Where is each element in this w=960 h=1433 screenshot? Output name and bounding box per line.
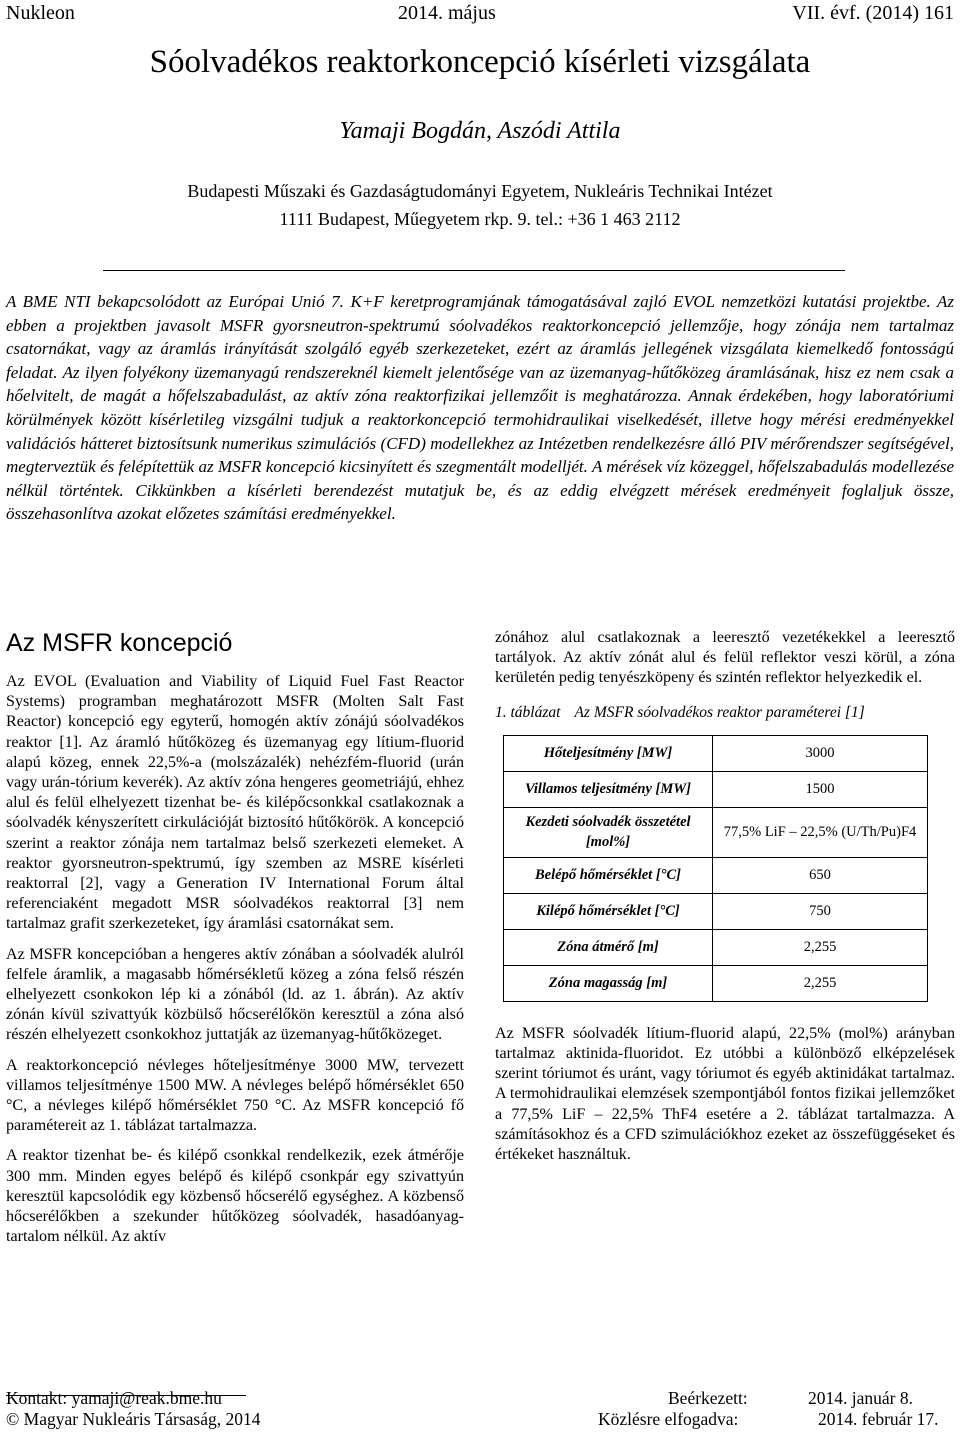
body-paragraph: A reaktorkoncepció névleges hőteljesítménye 3000 MW, tervezett villamos teljesítménye 1500 MW. A névleges belépő hőmérséklet 650 °C, a névleges kilépő hőmérséklet 750 °C. Az MSFR koncepció fő paramétereit az 1. táblázat tartalmazza. [6,1056,464,1135]
accepted-date: 2014. február 17. [818,1409,939,1429]
param-name: Hőteljesítmény [MW] [504,735,713,771]
body-paragraph: zónához alul csatlakoznak a leeresztő vezetékekkel a leeresztő tartályok. Az aktív zónát alul és felül reflektor veszi körül, a zóna kerületén pedig tenyészköpeny és szintén reflektor helyezkedik el. [495,629,955,687]
param-name: Belépő hőmérséklet [°C] [504,857,713,893]
param-value: 3000 [713,735,928,771]
body-paragraph: Az MSFR sóolvadék lítium-fluorid alapú, 22,5% (mol%) arányban tartalmaz aktinida-fluoridot. Ez utóbbi a különböző elképzelések szerint tóriumot és uránt, vagy tóriumot és egyéb aktinidákat tartalmaz. A termohidraulikai elemzések szempontjából fontos fizikai jellemzőket a 77,5% LiF – 22,5% ThF4 esetére a 2. táblázat tartalmazza. A számításokhoz és a CFD szimulációkhoz ezeket az összefüggéseket és értékeket használtuk. [495,1024,955,1164]
contact-email: Kontakt: yamaji@reak.bme.hu [6,1388,222,1408]
param-value: 2,255 [713,965,928,1001]
copyright-notice: © Magyar Nukleáris Társaság, 2014 [6,1409,261,1429]
table-row [504,893,928,929]
param-value: 77,5% LiF – 22,5% (U/Th/Pu)F4 [713,807,928,857]
param-name: Villamos teljesítmény [MW] [504,771,713,807]
param-name: Zóna magasság [m] [504,965,713,1001]
body-paragraph: Az MSFR koncepcióban a hengeres aktív zónában a sóolvadék alulról felfele áramlik, a magasabb hőmérsékletű közeg a zóna felső részén elhelyezett csonkokon lép ki a zónából (ld. az 1. ábrán). Az aktív zónán kívül szivattyúk közbülső hőcserélőkön keresztül a zóna alsó részén elhelyezett csonkokhoz juttatják az üzemanyag-hűtőközeget. [6,945,464,1044]
table-caption-text: Az MSFR sóolvadékos reaktor paraméterei [1] [574,703,865,721]
running-header [6,2,954,28]
table-caption-number: 1. táblázat [495,703,561,721]
left-column [6,628,464,1257]
table-row [504,929,928,965]
param-name: Zóna átmérő [m] [504,929,713,965]
param-value: 2,255 [713,929,928,965]
body-paragraph: A reaktor tizenhat be- és kilépő csonkkal rendelkezik, ezek átmérője 300 mm. Minden egyes belépő és kilépő csonkpár egy szivattyún keresztül kapcsolódik egy közbenső hőcserélő egységhez. A közbenső hőcserélőkben a szekunder hűtőközeg sóolvadék, hasadóanyag-tartalom nélkül. Az aktív [6,1147,464,1246]
table-row [504,735,928,771]
parameters-table [503,735,928,1002]
body-paragraph: Az EVOL (Evaluation and Viability of Liquid Fuel Fast Reactor Systems) programban meghatározott MSFR (Molten Salt Fast Reactor) koncepció egy egyterű, homogén aktív zónájú sóolvadékos reaktor [1]. Az áramló hűtőközeg és üzemanyag egy lítium-fluorid alapú közeg, ennek 22,5%-a (molszázalék) nehézfém-fluorid (urán vagy urán-tórium keverék). Az aktív zóna hengeres geometriájú, ehhez alul és felül elhelyezett tizenhat be- és kilépőcsonkkal csatlakoznak a sóolvadék kényszerített cirkulációját biztosító hűtőkörök. A koncepció szerint a reaktor zónája nem tartalmaz belső szerkezeti elemeket. A reaktor gyorsneutron-spektrumú, így szemben az MSRE kísérleti reaktorral [2], vagy a Generation IV International Forum által referenciaként megadott MSR sóolvadékos reaktorral [3] nem tartalmaz grafit szerkezeteket, így áramlási csatornákat sem. [6,673,464,933]
right-column [495,628,955,1175]
table-caption [495,703,955,723]
accepted-label: Közlésre elfogadva: [598,1409,739,1429]
title-divider [103,270,845,271]
abstract: A BME NTI bekapcsolódott az Európai Unió 7. K+F keretprogramjának támogatásával zajló EVOL nemzetközi kutatási projektbe. Az ebben a projektben javasolt MSFR gyorsneutron-spektrumú sóolvadékos reaktorkoncepció jellemzője, hogy zónája nem tartalmaz csatornákat, vagy az áramlás irányítását szolgáló egyéb szerkezeteket, ezért az áramlás jellegének vizsgálata kiemelkedő fontosságú feladat. Az ilyen folyékony üzemanyagú rendszereknél kiemelt jelentősége van az üzemanyag-hűtőközeg áramlásának, hisz ez nem csak a hőelvitelt, de magát a hőfelszabadulást, az aktív zóna reaktorfizikai jellemzőit is meghatározza. Annak érdekében, hogy laboratóriumi körülmények között kísérletileg vizsgálni tudjuk a reaktorkoncepció termohidraulikai viselkedését, illetve hogy mérési eredményekkel validációs hátteret biztosítsunk numerikus szimulációs (CFD) modellekhez az Intézetben rendelkezésre álló PIV mérőrendszer segítségével, megterveztük és felépítettük az MSFR koncepció kicsinyített és szegmentált modelljét. A mérések víz közeggel, hőfelszabadulás modellezése nélkül történtek. Cikkünkben a kísérleti berendezést mutatjuk be, és az eddig elvégzett mérések eredményeit foglaljuk össze, összehasonlítva azokat előzetes számítási eredményekkel. [6,292,954,524]
table-row [504,771,928,807]
param-name: Kilépő hőmérséklet [°C] [504,893,713,929]
param-value: 650 [713,857,928,893]
received-label: Beérkezett: [668,1388,748,1408]
issue-date: 2014. május [398,2,496,24]
journal-name: Nukleon [6,2,75,24]
received-date: 2014. január 8. [808,1388,913,1408]
paper-title: Sóolvadékos reaktorkoncepció kísérleti vizsgálata [149,44,811,80]
table-row [504,857,928,893]
table-row [504,807,928,857]
table-row [504,965,928,1001]
param-value: 750 [713,893,928,929]
affiliation-line-1: Budapesti Műszaki és Gazdaságtudományi Egyetem, Nukleáris Technikai Intézet [187,181,773,201]
volume-page: VII. évf. (2014) 161 [792,2,954,24]
section-heading: Az MSFR koncepció [6,629,233,657]
paper-authors: Yamaji Bogdán, Aszódi Attila [339,118,621,144]
param-value: 1500 [713,771,928,807]
param-name: Kezdeti sóolvadék összetétel [mol%] [504,807,713,857]
affiliation-line-2: 1111 Budapest, Műegyetem rkp. 9. tel.: +36 1 463 2112 [279,209,681,229]
